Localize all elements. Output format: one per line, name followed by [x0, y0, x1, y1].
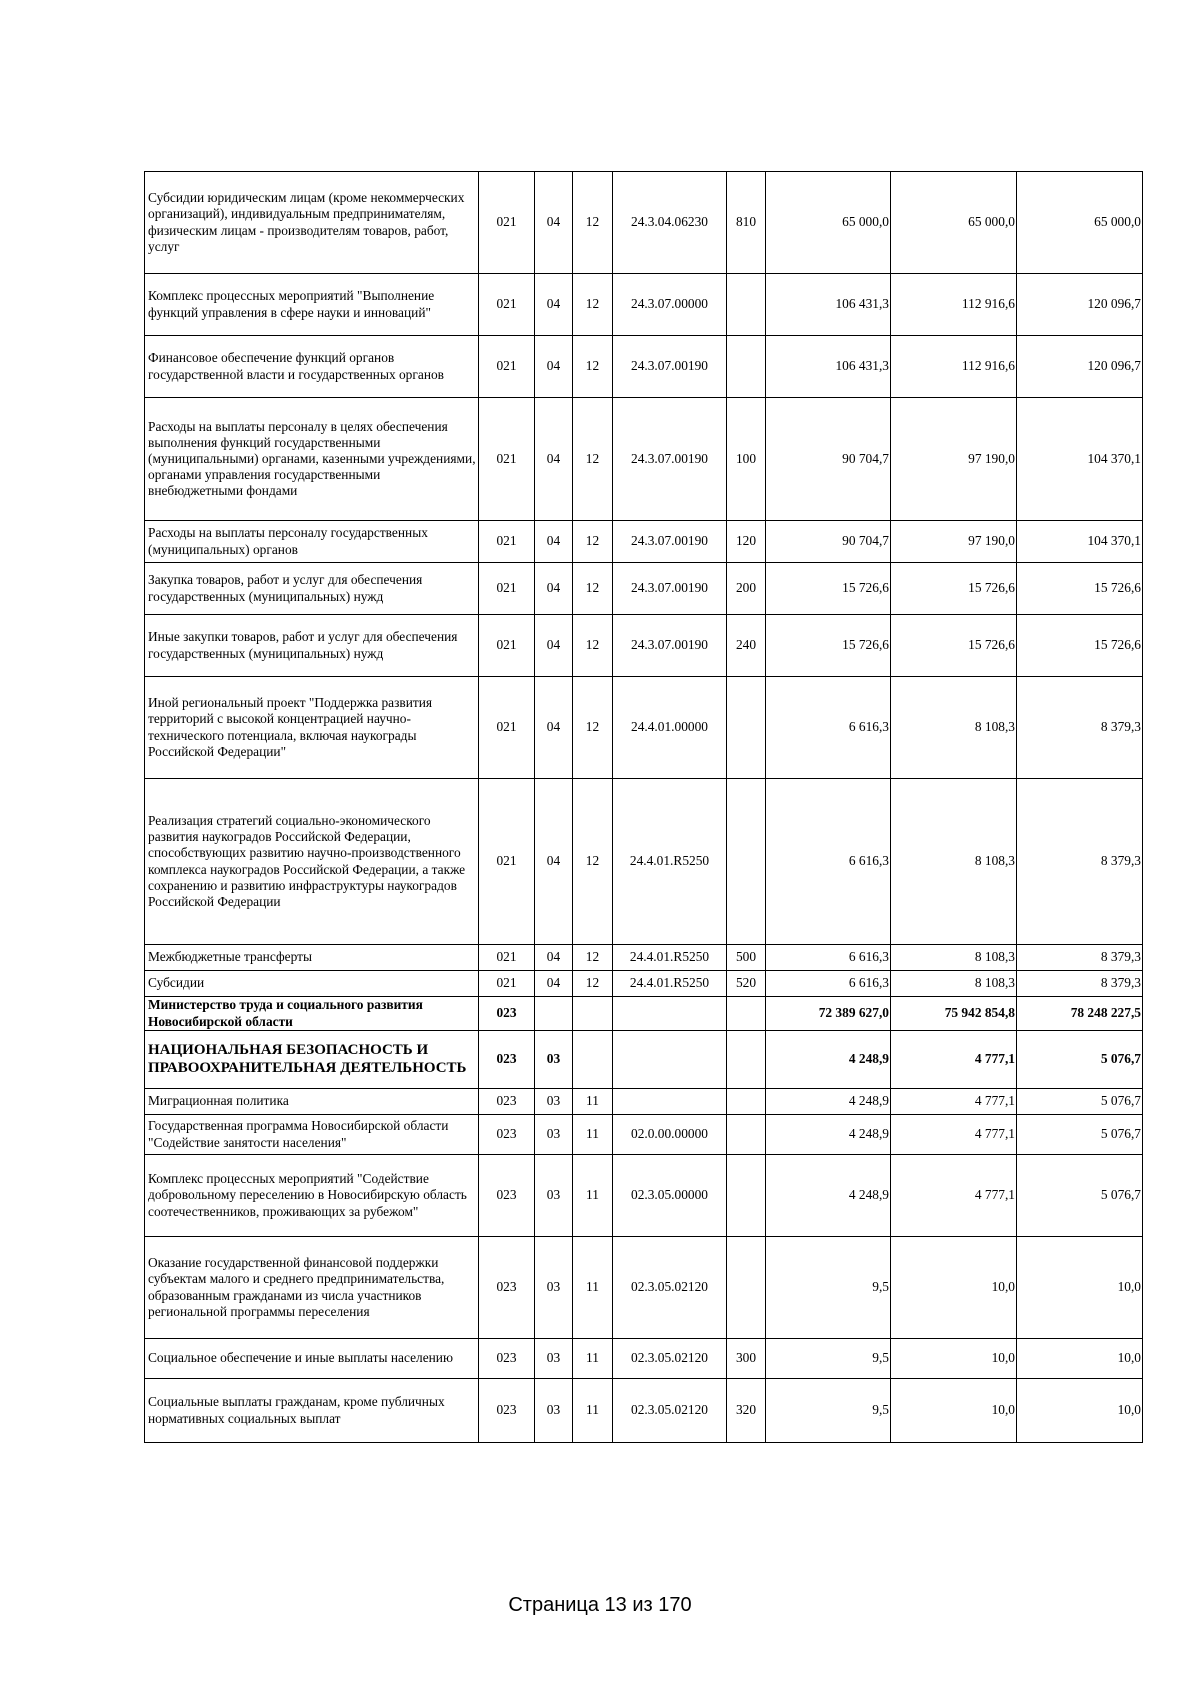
row-ved-code: 023: [479, 1089, 535, 1115]
row-amount-year3: 15 726,6: [1017, 615, 1143, 677]
row-expense-type: 500: [727, 945, 766, 971]
row-subsection-code: 12: [573, 563, 613, 615]
row-expense-type: 200: [727, 563, 766, 615]
row-ved-code: 023: [479, 1379, 535, 1443]
row-amount-year2: 97 190,0: [891, 398, 1017, 521]
row-amount-year1: 4 248,9: [766, 1155, 891, 1237]
row-amount-year2: 4 777,1: [891, 1155, 1017, 1237]
table-row: [145, 563, 1143, 615]
row-subsection-code: [573, 1031, 613, 1089]
row-subsection-code: 11: [573, 1115, 613, 1155]
row-ved-code: 023: [479, 1237, 535, 1339]
row-target-article: 02.3.05.02120: [613, 1339, 727, 1379]
row-target-article: [613, 1031, 727, 1089]
row-subsection-code: 12: [573, 172, 613, 274]
row-expense-type: 240: [727, 615, 766, 677]
table-row: [145, 971, 1143, 997]
row-expense-type: 120: [727, 521, 766, 563]
table-row: [145, 779, 1143, 945]
row-ved-code: 023: [479, 1155, 535, 1237]
row-name: Иной региональный проект "Поддержка развития территорий с высокой концентрацией научно-технического потенциала, включая наукограды Российской Федерации": [145, 677, 479, 779]
table-row: [145, 172, 1143, 274]
row-amount-year3: 8 379,3: [1017, 779, 1143, 945]
row-subsection-code: 12: [573, 398, 613, 521]
row-subsection-code: 12: [573, 945, 613, 971]
row-section-code: 03: [535, 1237, 573, 1339]
row-expense-type: [727, 1089, 766, 1115]
table-body: [145, 172, 1143, 1443]
table-row: [145, 1339, 1143, 1379]
budget-table: [144, 171, 1143, 1443]
table-row: [145, 1155, 1143, 1237]
row-section-code: 04: [535, 563, 573, 615]
row-target-article: 02.3.05.00000: [613, 1155, 727, 1237]
row-target-article: 24.3.07.00000: [613, 274, 727, 336]
row-amount-year1: 4 248,9: [766, 1089, 891, 1115]
row-ved-code: 023: [479, 1339, 535, 1379]
row-name: Социальные выплаты гражданам, кроме публичных нормативных социальных выплат: [145, 1379, 479, 1443]
row-expense-type: [727, 1155, 766, 1237]
row-subsection-code: 11: [573, 1237, 613, 1339]
row-section-code: 04: [535, 336, 573, 398]
row-subsection-code: 12: [573, 779, 613, 945]
row-subsection-code: 11: [573, 1339, 613, 1379]
row-expense-type: [727, 1115, 766, 1155]
row-ved-code: 021: [479, 779, 535, 945]
row-name: Оказание государственной финансовой поддержки субъектам малого и среднего предпринимательства, образованным гражданами из числа участников региональной программы переселения: [145, 1237, 479, 1339]
row-section-code: 03: [535, 1339, 573, 1379]
row-expense-type: 810: [727, 172, 766, 274]
row-amount-year3: 65 000,0: [1017, 172, 1143, 274]
row-ved-code: 021: [479, 521, 535, 563]
row-amount-year3: 104 370,1: [1017, 521, 1143, 563]
row-amount-year1: 6 616,3: [766, 945, 891, 971]
row-ved-code: 023: [479, 997, 535, 1031]
row-amount-year2: 4 777,1: [891, 1115, 1017, 1155]
row-name: Реализация стратегий социально-экономического развития наукоградов Российской Федерации, способствующих развитию научно-производственного комплекса наукоградов Российской Федерации, а также сохранению и развитию инфраструктуры наукоградов Российской Федерации: [145, 779, 479, 945]
row-expense-type: [727, 336, 766, 398]
row-amount-year3: 120 096,7: [1017, 274, 1143, 336]
table-row: [145, 398, 1143, 521]
row-amount-year3: 120 096,7: [1017, 336, 1143, 398]
row-name: Финансовое обеспечение функций органов государственной власти и государственных органов: [145, 336, 479, 398]
row-target-article: 24.3.07.00190: [613, 615, 727, 677]
row-target-article: 24.3.04.06230: [613, 172, 727, 274]
row-ved-code: 021: [479, 274, 535, 336]
row-amount-year2: 8 108,3: [891, 971, 1017, 997]
row-target-article: 24.3.07.00190: [613, 336, 727, 398]
row-section-code: 03: [535, 1089, 573, 1115]
row-subsection-code: 12: [573, 274, 613, 336]
row-ved-code: 021: [479, 563, 535, 615]
row-name: НАЦИОНАЛЬНАЯ БЕЗОПАСНОСТЬ И ПРАВООХРАНИТЕЛЬНАЯ ДЕЯТЕЛЬНОСТЬ: [145, 1031, 479, 1089]
row-expense-type: [727, 1031, 766, 1089]
row-expense-type: [727, 779, 766, 945]
row-expense-type: 100: [727, 398, 766, 521]
row-section-code: 04: [535, 779, 573, 945]
page-number: Страница 13 из 170: [508, 1594, 692, 1616]
row-amount-year1: 65 000,0: [766, 172, 891, 274]
row-amount-year3: 10,0: [1017, 1339, 1143, 1379]
row-amount-year3: 78 248 227,5: [1017, 997, 1143, 1031]
row-amount-year1: 6 616,3: [766, 779, 891, 945]
row-amount-year1: 9,5: [766, 1237, 891, 1339]
row-name: Субсидии юридическим лицам (кроме некоммерческих организаций), индивидуальным предпринимателям, физическим лицам - производителям товаров, работ, услуг: [145, 172, 479, 274]
table-row: [145, 1237, 1143, 1339]
table-row: [145, 1089, 1143, 1115]
row-subsection-code: 12: [573, 677, 613, 779]
row-target-article: 02.3.05.02120: [613, 1379, 727, 1443]
table-row: [145, 997, 1143, 1031]
row-amount-year3: 5 076,7: [1017, 1031, 1143, 1089]
row-section-code: 03: [535, 1379, 573, 1443]
row-name: Комплекс процессных мероприятий "Содействие добровольному переселению в Новосибирскую область соотечественников, проживающих за рубежом": [145, 1155, 479, 1237]
row-section-code: 04: [535, 971, 573, 997]
row-section-code: 03: [535, 1115, 573, 1155]
row-target-article: 24.3.07.00190: [613, 521, 727, 563]
row-target-article: [613, 1089, 727, 1115]
row-amount-year2: 15 726,6: [891, 563, 1017, 615]
row-subsection-code: 11: [573, 1089, 613, 1115]
row-amount-year2: 10,0: [891, 1237, 1017, 1339]
row-target-article: 24.3.07.00190: [613, 398, 727, 521]
row-amount-year1: 4 248,9: [766, 1115, 891, 1155]
row-amount-year2: 10,0: [891, 1379, 1017, 1443]
row-amount-year3: 5 076,7: [1017, 1089, 1143, 1115]
table-row: [145, 521, 1143, 563]
table-row: [145, 945, 1143, 971]
row-section-code: 04: [535, 398, 573, 521]
row-section-code: 04: [535, 172, 573, 274]
row-amount-year3: 104 370,1: [1017, 398, 1143, 521]
row-expense-type: [727, 274, 766, 336]
row-amount-year2: 112 916,6: [891, 336, 1017, 398]
row-ved-code: 021: [479, 677, 535, 779]
row-target-article: 24.4.01.R5250: [613, 779, 727, 945]
row-name: Государственная программа Новосибирской области "Содействие занятости населения": [145, 1115, 479, 1155]
row-section-code: [535, 997, 573, 1031]
row-name: Министерство труда и социального развития Новосибирской области: [145, 997, 479, 1031]
row-amount-year2: 97 190,0: [891, 521, 1017, 563]
row-amount-year3: 8 379,3: [1017, 677, 1143, 779]
table-row: [145, 336, 1143, 398]
row-target-article: 24.4.01.00000: [613, 677, 727, 779]
row-amount-year2: 4 777,1: [891, 1031, 1017, 1089]
row-target-article: 24.3.07.00190: [613, 563, 727, 615]
row-expense-type: [727, 677, 766, 779]
table-row: [145, 1031, 1143, 1089]
row-ved-code: 021: [479, 336, 535, 398]
table-row: [145, 615, 1143, 677]
row-amount-year1: 90 704,7: [766, 398, 891, 521]
row-name: Субсидии: [145, 971, 479, 997]
row-amount-year2: 10,0: [891, 1339, 1017, 1379]
row-ved-code: 023: [479, 1031, 535, 1089]
row-amount-year2: 8 108,3: [891, 945, 1017, 971]
row-section-code: 04: [535, 521, 573, 563]
row-subsection-code: 12: [573, 971, 613, 997]
row-ved-code: 021: [479, 945, 535, 971]
row-ved-code: 021: [479, 398, 535, 521]
row-name: Расходы на выплаты персоналу в целях обеспечения выполнения функций государственными (муниципальными) органами, казенными учреждениями, органами управления государственными внебюджетными фондами: [145, 398, 479, 521]
table-row: [145, 677, 1143, 779]
row-amount-year2: 112 916,6: [891, 274, 1017, 336]
row-section-code: 04: [535, 677, 573, 779]
row-subsection-code: 11: [573, 1155, 613, 1237]
row-name: Расходы на выплаты персоналу государственных (муниципальных) органов: [145, 521, 479, 563]
row-ved-code: 021: [479, 971, 535, 997]
row-amount-year3: 10,0: [1017, 1379, 1143, 1443]
row-ved-code: 021: [479, 615, 535, 677]
row-amount-year2: 4 777,1: [891, 1089, 1017, 1115]
row-target-article: 02.0.00.00000: [613, 1115, 727, 1155]
row-amount-year3: 10,0: [1017, 1237, 1143, 1339]
row-amount-year1: 15 726,6: [766, 563, 891, 615]
row-amount-year1: 72 389 627,0: [766, 997, 891, 1031]
row-amount-year2: 75 942 854,8: [891, 997, 1017, 1031]
row-subsection-code: 12: [573, 336, 613, 398]
row-amount-year1: 90 704,7: [766, 521, 891, 563]
row-name: Социальное обеспечение и иные выплаты населению: [145, 1339, 479, 1379]
row-target-article: 02.3.05.02120: [613, 1237, 727, 1339]
row-subsection-code: 11: [573, 1379, 613, 1443]
row-name: Комплекс процессных мероприятий "Выполнение функций управления в сфере науки и инноваций": [145, 274, 479, 336]
row-amount-year1: 106 431,3: [766, 336, 891, 398]
row-amount-year3: 8 379,3: [1017, 971, 1143, 997]
row-amount-year1: 4 248,9: [766, 1031, 891, 1089]
row-amount-year1: 9,5: [766, 1339, 891, 1379]
row-amount-year3: 5 076,7: [1017, 1115, 1143, 1155]
row-name: Межбюджетные трансферты: [145, 945, 479, 971]
row-amount-year1: 15 726,6: [766, 615, 891, 677]
row-section-code: 04: [535, 945, 573, 971]
row-ved-code: 023: [479, 1115, 535, 1155]
row-subsection-code: [573, 997, 613, 1031]
row-target-article: 24.4.01.R5250: [613, 945, 727, 971]
row-amount-year3: 5 076,7: [1017, 1155, 1143, 1237]
row-subsection-code: 12: [573, 615, 613, 677]
row-amount-year1: 6 616,3: [766, 971, 891, 997]
row-expense-type: [727, 1237, 766, 1339]
row-amount-year1: 9,5: [766, 1379, 891, 1443]
row-amount-year1: 106 431,3: [766, 274, 891, 336]
table-row: [145, 1115, 1143, 1155]
row-section-code: 04: [535, 615, 573, 677]
row-amount-year3: 8 379,3: [1017, 945, 1143, 971]
table-row: [145, 274, 1143, 336]
row-section-code: 04: [535, 274, 573, 336]
row-amount-year2: 15 726,6: [891, 615, 1017, 677]
row-name: Иные закупки товаров, работ и услуг для обеспечения государственных (муниципальных) нужд: [145, 615, 479, 677]
row-expense-type: 520: [727, 971, 766, 997]
row-section-code: 03: [535, 1031, 573, 1089]
row-amount-year1: 6 616,3: [766, 677, 891, 779]
row-expense-type: [727, 997, 766, 1031]
table-row: [145, 1379, 1143, 1443]
row-target-article: [613, 997, 727, 1031]
row-ved-code: 021: [479, 172, 535, 274]
row-target-article: 24.4.01.R5250: [613, 971, 727, 997]
row-expense-type: 300: [727, 1339, 766, 1379]
row-amount-year2: 8 108,3: [891, 779, 1017, 945]
row-subsection-code: 12: [573, 521, 613, 563]
row-amount-year2: 8 108,3: [891, 677, 1017, 779]
row-expense-type: 320: [727, 1379, 766, 1443]
row-name: Миграционная политика: [145, 1089, 479, 1115]
row-section-code: 03: [535, 1155, 573, 1237]
row-amount-year2: 65 000,0: [891, 172, 1017, 274]
row-amount-year3: 15 726,6: [1017, 563, 1143, 615]
row-name: Закупка товаров, работ и услуг для обеспечения государственных (муниципальных) нужд: [145, 563, 479, 615]
